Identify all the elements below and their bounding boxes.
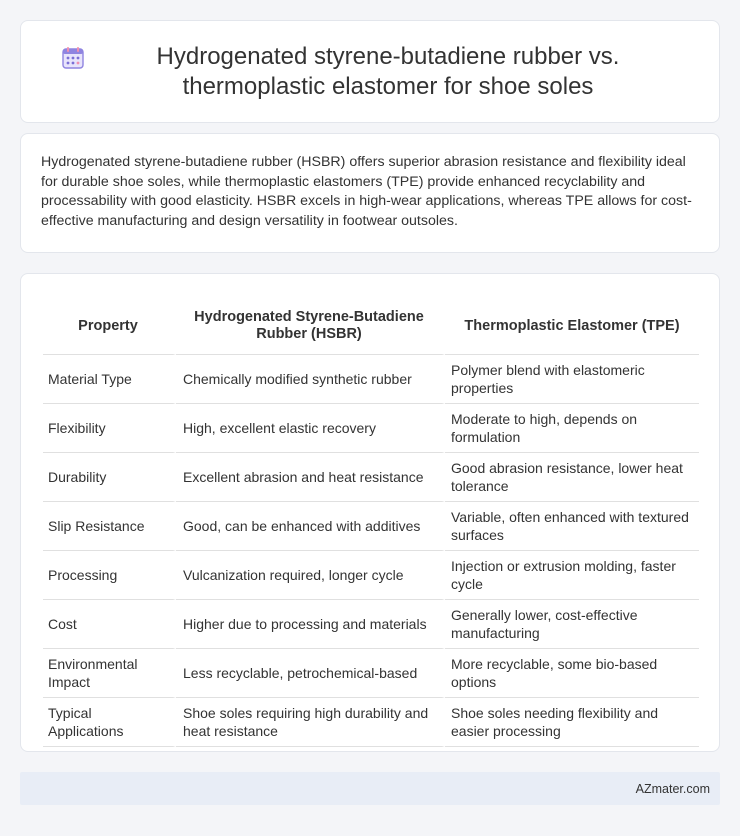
row-hsbr-value: Less recyclable, petrochemical-based xyxy=(176,649,445,698)
row-property: Typical Applications xyxy=(43,698,176,747)
table-row xyxy=(43,600,699,649)
table-row xyxy=(43,355,699,404)
comparison-table-card xyxy=(20,273,720,752)
row-tpe-value: Generally lower, cost-effective manufacturing xyxy=(445,600,699,649)
row-property: Flexibility xyxy=(43,404,176,453)
title-card xyxy=(20,20,720,123)
header-hsbr: Hydrogenated Styrene-Butadiene Rubber (HSBR) xyxy=(176,292,445,355)
summary-card xyxy=(20,133,720,253)
row-tpe-value: Injection or extrusion molding, faster cycle xyxy=(445,551,699,600)
row-tpe-value: Good abrasion resistance, lower heat tolerance xyxy=(445,453,699,502)
row-tpe-value: Shoe soles needing flexibility and easier processing xyxy=(445,698,699,747)
row-property: Processing xyxy=(43,551,176,600)
table-row xyxy=(43,649,699,698)
page-title: Hydrogenated styrene-butadiene rubber vs. thermoplastic elastomer for shoe soles xyxy=(156,42,620,100)
table-row xyxy=(43,502,699,551)
row-hsbr-value: Higher due to processing and materials xyxy=(176,600,445,649)
footer-bar xyxy=(20,772,720,805)
row-property: Environmental Impact xyxy=(43,649,176,698)
row-hsbr-value: Shoe soles requiring high durability and heat resistance xyxy=(176,698,445,747)
comparison-table xyxy=(43,292,699,747)
table-row xyxy=(43,551,699,600)
title-wrap xyxy=(60,42,680,102)
table-row xyxy=(43,404,699,453)
row-hsbr-value: High, excellent elastic recovery xyxy=(176,404,445,453)
row-tpe-value: Moderate to high, depends on formulation xyxy=(445,404,699,453)
row-hsbr-value: Excellent abrasion and heat resistance xyxy=(176,453,445,502)
header-property: Property xyxy=(43,292,176,355)
calendar-icon xyxy=(60,45,86,71)
summary-text: Hydrogenated styrene-butadiene rubber (HSBR) offers superior abrasion resistance and flexibility ideal for durable shoe soles, while thermoplastic elastomers (TPE) provide enhanced recyclability and processability with good elasticity. HSBR excels in high-wear applications, whereas TPE allows for cost-effective manufacturing and design versatility in footwear outsoles. xyxy=(41,154,692,229)
table-row xyxy=(43,453,699,502)
row-hsbr-value: Vulcanization required, longer cycle xyxy=(176,551,445,600)
row-hsbr-value: Chemically modified synthetic rubber xyxy=(176,355,445,404)
row-property: Slip Resistance xyxy=(43,502,176,551)
row-hsbr-value: Good, can be enhanced with additives xyxy=(176,502,445,551)
footer-brand[interactable]: AZmater.com xyxy=(635,781,710,796)
header-tpe: Thermoplastic Elastomer (TPE) xyxy=(445,292,699,355)
table-row xyxy=(43,698,699,747)
table-header-row xyxy=(43,292,699,355)
row-property: Durability xyxy=(43,453,176,502)
row-tpe-value: Variable, often enhanced with textured surfaces xyxy=(445,502,699,551)
row-tpe-value: More recyclable, some bio-based options xyxy=(445,649,699,698)
row-property: Material Type xyxy=(43,355,176,404)
row-tpe-value: Polymer blend with elastomeric properties xyxy=(445,355,699,404)
row-property: Cost xyxy=(43,600,176,649)
